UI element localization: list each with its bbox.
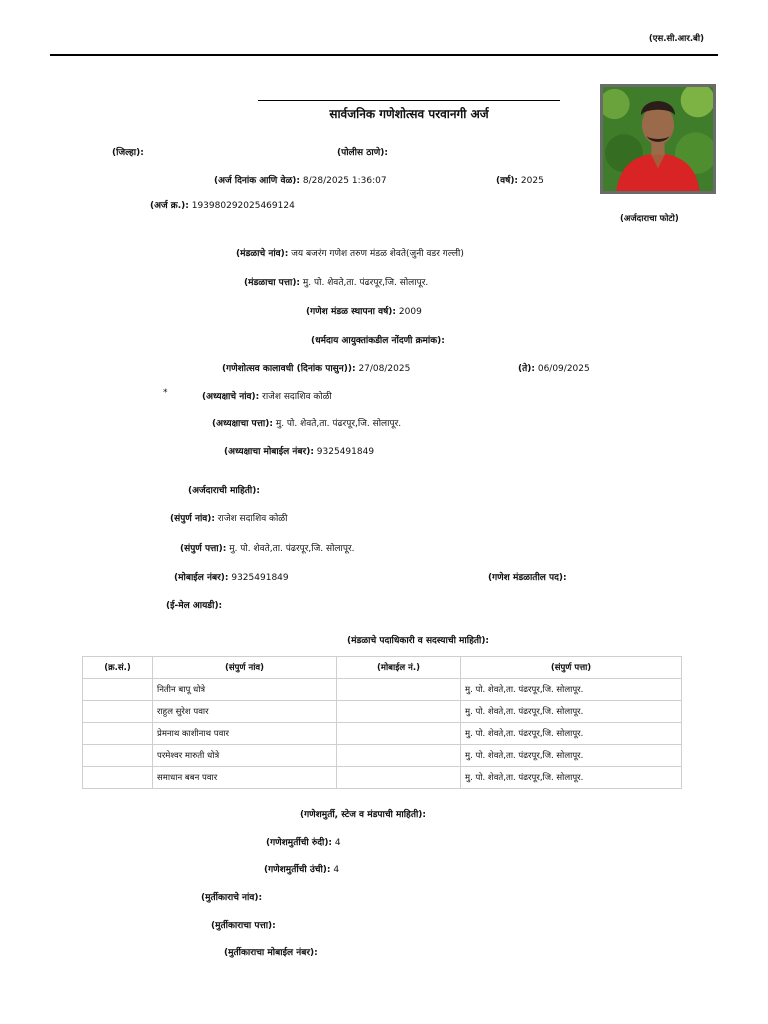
row-serial: [83, 745, 153, 767]
form-code: (एस.सी.आर.बी): [648, 34, 704, 44]
president-name-value: राजेश सदाशिव कोळी: [262, 392, 332, 402]
idol-height-label: (गणेशमुर्तीची उंची):: [264, 865, 331, 875]
applicant-mobile-label: (मोबाईल नंबर):: [174, 573, 229, 583]
applicant-address-label: (संपुर्ण पत्ता):: [180, 544, 227, 554]
president-name-label: (अध्यक्षाचे नांव):: [202, 392, 260, 402]
members-table-header: [83, 657, 682, 679]
applicant-mobile-field: [174, 570, 289, 583]
table-row: [83, 701, 682, 723]
person-photo-icon: [603, 87, 713, 191]
applicant-mobile-value: 9325491849: [231, 573, 289, 583]
table-row: [83, 723, 682, 745]
row-mobile: [337, 723, 461, 745]
idol-width-field: [266, 835, 341, 848]
application-date-label: (अर्ज दिनांक आणि वेळ):: [214, 176, 301, 186]
mandal-established-value: 2009: [398, 307, 422, 317]
header-mobile: (मोबाईल नं.): [337, 657, 461, 679]
title-rule: [258, 100, 560, 101]
idol-width-value: 4: [334, 838, 341, 848]
required-star: *: [163, 388, 168, 398]
president-mobile-value: 9325491849: [316, 447, 375, 457]
festival-period-field: [222, 361, 410, 374]
table-row: [83, 679, 682, 701]
president-name-field: [202, 389, 332, 402]
festival-period-to-field: [518, 361, 590, 374]
sculptor-mobile-label: (मुर्तीकाराचा मोबाईल नंबर):: [224, 948, 318, 958]
header-rule: [50, 54, 718, 56]
row-address: मु. पो. शेवते,ता. पंढरपूर,जि. सोलापूर.: [461, 745, 682, 767]
district-label: (जिल्हा):: [112, 148, 144, 158]
festival-period-to-label: (ते):: [518, 364, 535, 374]
idol-height-field: [264, 862, 339, 875]
mandal-address-field: [244, 275, 428, 288]
row-serial: [83, 723, 153, 745]
president-address-value: मु. पो. शेवते,ता. पंढरपूर,जि. सोलापूर.: [275, 419, 402, 429]
police-station-label: (पोलीस ठाणे):: [337, 148, 388, 158]
mandal-address-value: मु. पो. शेवते,ता. पंढरपूर,जि. सोलापूर.: [302, 278, 429, 288]
row-address: मु. पो. शेवते,ता. पंढरपूर,जि. सोलापूर.: [461, 679, 682, 701]
application-date-value: 8/28/2025 1:36:07: [302, 176, 387, 186]
applicant-photo: [600, 84, 716, 194]
row-mobile: [337, 701, 461, 723]
row-name: राहुल सुरेश पवार: [153, 701, 337, 723]
mandal-name-field: [236, 246, 464, 259]
festival-period-label: (गणेशोत्सव कालावधी (दिनांक पासुन)):: [222, 364, 356, 374]
idol-section-label: (गणेशमुर्ती, स्टेज व मंडपाची माहिती):: [300, 810, 427, 820]
sculptor-address-label: (मुर्तीकाराचा पत्ता):: [211, 921, 276, 931]
row-serial: [83, 701, 153, 723]
president-address-field: [212, 416, 401, 429]
president-address-label: (अध्यक्षाचा पत्ता):: [212, 419, 273, 429]
president-mobile-field: [224, 444, 374, 457]
applicant-address-value: मु. पो. शेवते,ता. पंढरपूर,जि. सोलापूर.: [229, 544, 355, 554]
row-serial: [83, 679, 153, 701]
page-title: सार्वजनिक गणेशोत्सव परवानगी अर्ज: [329, 107, 489, 121]
row-name: नितीन बापू धोत्रे: [153, 679, 337, 701]
row-name: समाधान बबन पवार: [153, 767, 337, 789]
sculptor-name-label: (मुर्तीकाराचे नांव):: [201, 893, 263, 903]
mandal-name-value: जय बजरंग गणेश तरुण मंडळ शेवते(जुनी वडर गल्ली): [291, 249, 464, 259]
header-serial: (क्र.सं.): [83, 657, 153, 679]
row-name: परमेश्वर मारुती धोत्रे: [153, 745, 337, 767]
idol-height-value: 4: [333, 865, 340, 875]
mandal-address-label: (मंडळाचा पत्ता):: [244, 278, 301, 288]
row-address: मु. पो. शेवते,ता. पंढरपूर,जि. सोलापूर.: [461, 701, 682, 723]
application-date-field: [214, 173, 387, 186]
application-number-value: 193980292025469124: [191, 201, 295, 211]
mandal-name-label: (मंडळाचे नांव):: [236, 249, 289, 259]
table-row: [83, 745, 682, 767]
festival-period-from: 27/08/2025: [358, 364, 411, 374]
header-name: (संपुर्ण नांव): [153, 657, 337, 679]
year-field: [496, 173, 544, 186]
charity-registration-label: (धर्मदाय आयुक्तांकडील नोंदणी क्रमांक):: [311, 336, 445, 346]
applicant-address-field: [180, 541, 355, 554]
row-address: मु. पो. शेवते,ता. पंढरपूर,जि. सोलापूर.: [461, 767, 682, 789]
row-mobile: [337, 767, 461, 789]
header-address: (संपुर्ण पत्ता): [461, 657, 682, 679]
row-mobile: [337, 679, 461, 701]
year-label: (वर्ष):: [496, 176, 519, 186]
year-value: 2025: [520, 176, 544, 186]
photo-caption: (अर्जदाराचा फोटो): [620, 214, 679, 224]
row-mobile: [337, 745, 461, 767]
applicant-name-value: राजेश सदाशिव कोळी: [217, 514, 288, 524]
applicant-name-label: (संपुर्ण नांव):: [170, 514, 215, 524]
festival-period-to-value: 06/09/2025: [537, 364, 590, 374]
mandal-established-field: [306, 304, 422, 317]
row-name: प्रेमनाथ काशीनाथ पवार: [153, 723, 337, 745]
applicant-name-field: [170, 511, 287, 524]
row-serial: [83, 767, 153, 789]
mandal-established-label: (गणेश मंडळ स्थापना वर्ष):: [306, 307, 397, 317]
president-mobile-label: (अध्यक्षाचा मोबाईल नंबर):: [224, 447, 314, 457]
table-row: [83, 767, 682, 789]
row-address: मु. पो. शेवते,ता. पंढरपूर,जि. सोलापूर.: [461, 723, 682, 745]
applicant-section-label: (अर्जदाराची माहिती):: [188, 486, 260, 496]
idol-width-label: (गणेशमुर्तीची रुंदी):: [266, 838, 333, 848]
application-number-field: [150, 198, 295, 211]
application-number-label: (अर्ज क्र.):: [150, 201, 189, 211]
email-label: (ई-मेल आयडी):: [166, 601, 223, 611]
mandal-post-label: (गणेश मंडळातील पद):: [488, 573, 567, 583]
members-section-label: (मंडळाचे पदाधिकारी व सदस्याची माहिती):: [347, 636, 490, 646]
members-table: [82, 656, 682, 789]
